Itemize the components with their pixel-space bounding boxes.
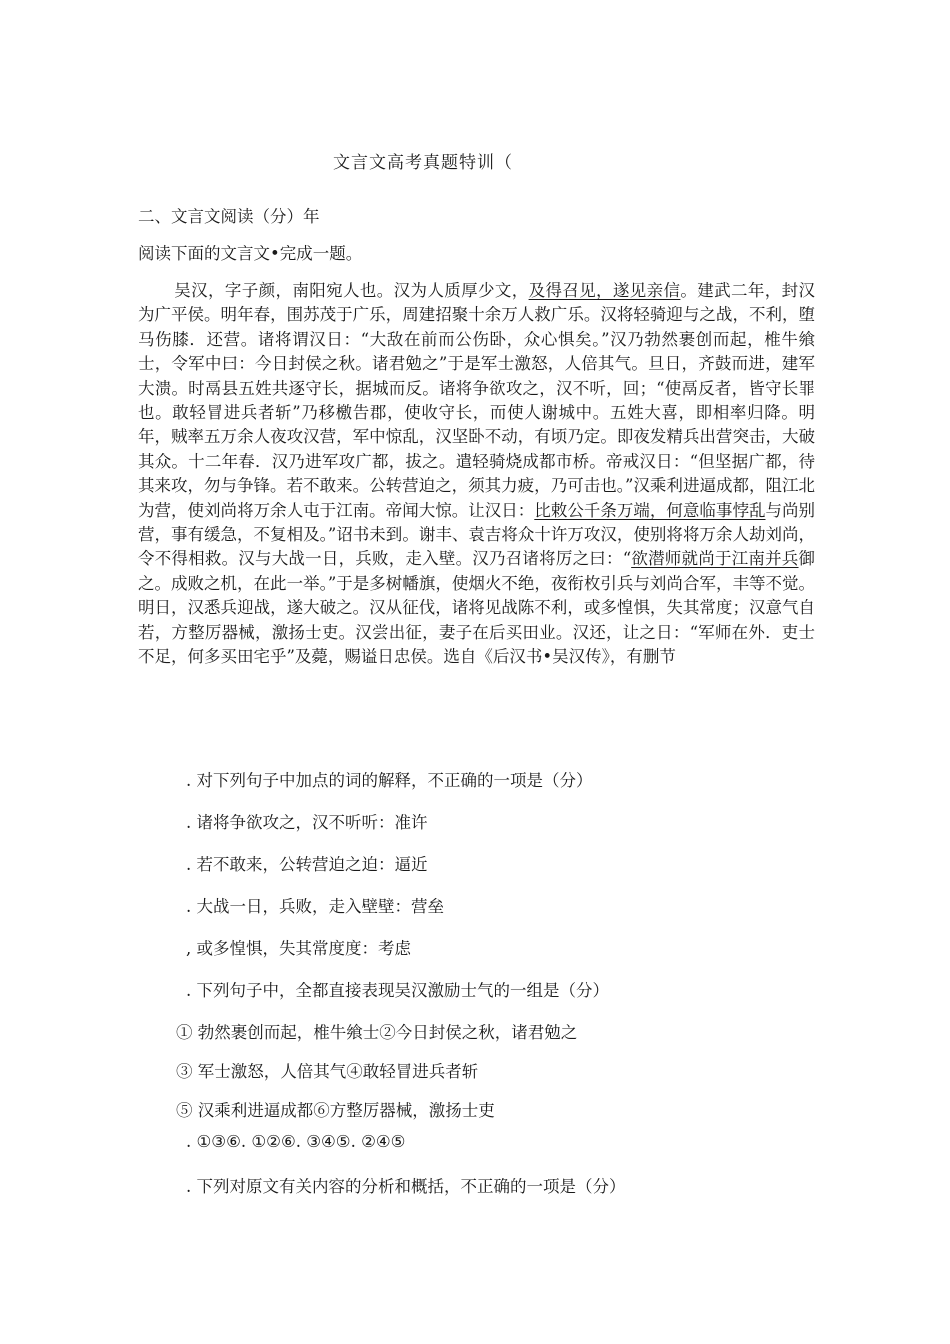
question-1-option-b: . 若不敢来，公转营迫之迫：逼近 [186, 855, 428, 874]
reading-instruction: 阅读下面的文言文•完成一题。 [138, 244, 363, 263]
question-2-item-row-3: ⑤ 汉乘利进逼成都⑥方整厉器械，激扬士吏 [176, 1101, 495, 1120]
question-3: . 下列对原文有关内容的分析和概括，不正确的一项是（分） [186, 1177, 626, 1196]
underlined-sentence-3: 欲潜师就尚于江南并兵 [631, 549, 799, 569]
question-2-item-row-2: ③ 军士激怒，人倍其气④敢轻冒进兵者斩 [176, 1062, 479, 1081]
underlined-sentence-2: 比敕公千条万端，何意临事悖乱 [534, 500, 766, 520]
document-title: 文言文高考真题特训（ [333, 153, 513, 173]
question-1-option-a: . 诸将争欲攻之，汉不听听：准许 [186, 813, 428, 832]
passage-text-4: 御之。成败之机，在此一举。”于是多树幡旗，使烟火不绝，夜衔枚引兵与刘尚合军，丰等不觉。明日，汉悉兵迎战，遂大破之。汉从征伐，诸将见战陈不利，或多惶惧，失其常度；汉意气自若，方整厉器械，激扬士吏。汉尝出征，妻子在后买田业。汉还，让之日：“军师在外．吏士不足，何多买田宅乎”及薨，赐谥日忠侯。选自《后汉书•吴汉传》，有删节 [138, 549, 816, 667]
question-1-option-d: , 或多惶惧，失其常度度：考虑 [186, 939, 411, 958]
section-heading: 二、文言文阅读（分）年 [138, 207, 320, 226]
question-2-choices: . ①③⑥. ①②⑥. ③④⑤. ②④⑤ [186, 1132, 406, 1151]
passage-text-1: 吴汉，字子颜，南阳宛人也。汉为人质厚少文， [174, 281, 529, 300]
question-2-item-row-1: ① 勃然裹创而起，椎牛飨士②今日封侯之秋，诸君勉之 [176, 1023, 578, 1042]
classical-passage [138, 279, 815, 670]
passage-text-2: 。建武二年，封汉为广平侯。明年春，围苏茂于广乐，周建招聚十余万人救广乐。汉将轻骑迎与之战，不利，堕马伤膝．还营。诸将谓汉日：“大敌在前而公伤卧，众心惧矣。”汉乃勃然裹创而起，椎牛飨士，令军中曰：今日封侯之秋。诸君勉之”于是军士激怒，人倍其气。旦日，齐鼓而进，建军大溃。时鬲县五姓共逐守长，据城而反。诸将争欲攻之，汉不听，回；“使鬲反者，皆守长罪也。敢轻冒进兵者斩”乃移檄告郡，使收守长，而使人谢城中。五姓大喜，即相率归降。明年，贼率五万余人夜攻汉营，军中惊乱，汉坚卧不动，有顷乃定。即夜发精兵出营突击，大破其众。十二年春．汉乃进军攻广都，拔之。遣轻骑烧成都市桥。帝戒汉日：“但坚据广都，待其来攻，勿与争锋。若不敢来。公转营迫之，须其力疲，乃可击也。”汉乘利进逼成都，阻江北为营，使刘尚将万余人屯于江南。帝闻大惊。让汉日： [138, 281, 816, 520]
question-1: . 对下列句子中加点的词的解释，不正确的一项是（分） [186, 771, 593, 790]
underlined-sentence-1: 及得召见，遂见亲信 [528, 281, 681, 300]
passage-text-3: 与尚别营，事有缓急，不复相及。”诏书未到。谢丰、袁吉将众十许万攻汉，使别将将万余人劫刘尚，令不得相救。汉与大战一日，兵败，走入壁。汉乃召诸将厉之曰：“ [138, 500, 816, 569]
question-2: . 下列句子中，全都直接表现吴汉激励士气的一组是（分） [186, 981, 609, 1000]
question-1-option-c: . 大战一日，兵败，走入壁壁：营垒 [186, 897, 444, 916]
